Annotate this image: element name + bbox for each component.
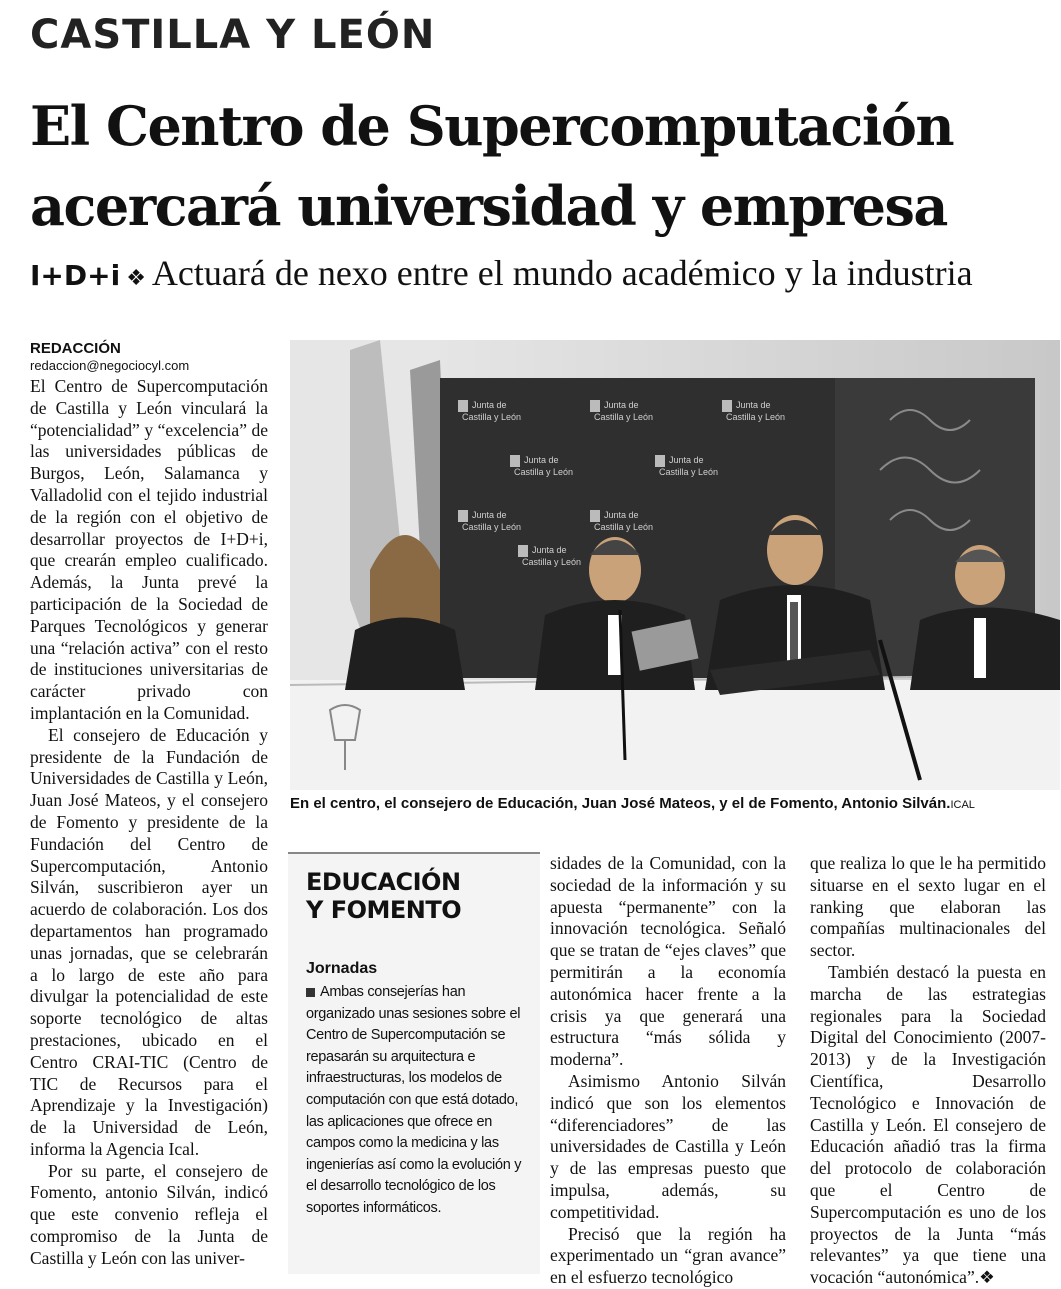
backdrop-label: Castilla y León [522, 557, 582, 567]
sidebar-box [288, 852, 540, 1274]
article-column-3 [550, 853, 786, 1289]
paragraph: También destacó la puesta en marcha de las estrategias regionales para la Sociedad Digital del Conocimiento (2007-2013) y de la Investigación Científica, Desarrollo Tecnológico e Innovación de Castilla y León. El consejero de Educación añadió tras la firma del protocolo de colaboración que el Centro de Supercomputación es uno de los proyectos de la Junta “más relevantes” ya que tiene una vocación “autonómica”.❖ [810, 961, 1046, 1288]
diamond-icon: ❖ [126, 265, 146, 290]
sidebar-heading-line: Y FOMENTO [306, 896, 462, 924]
backdrop-label: Castilla y León [726, 412, 786, 422]
paragraph: que realiza lo que le ha permitido situarse en el sexto lugar en el ranking que elaboran las compañías multinacionales del sector. [810, 853, 1046, 961]
paragraph: sidades de la Comunidad, con la sociedad de la información y su apuesta “permanente” con la innovación tecnológica. Señaló que se tratan de “ejes claves” que permitirán a la economía autonómica hacer frente a la crisis ya que generará una estructura “más sólida y moderna”. [550, 853, 786, 1070]
backdrop-label: Junta de [472, 510, 507, 520]
paragraph: Por su parte, el consejero de Fomento, antonio Silván, indicó que este convenio refleja el compromiso de la Junta de Castilla y León con las univer- [30, 1160, 268, 1268]
section-header: CASTILLA Y LEÓN [30, 12, 436, 58]
backdrop-label: Junta de [669, 455, 704, 465]
backdrop-label: Castilla y León [594, 522, 654, 532]
sidebar-subheading: Jornadas [306, 960, 378, 977]
paragraph: Precisó que la región ha experimentado un “gran avance” en el esfuerzo tecnológico [550, 1223, 786, 1288]
paragraph: El Centro de Supercomputación de Castilla y León vinculará la “potencialidad” y “excelencia” de las universidades públicas de Burgos, León, Salamanca y Valladolid con el tejido industrial de la región con el objetivo de desarrollar proyectos de I+D+i, que crearán empleo cualificado. Además, la Junta prevé la participación de la Sociedad de Parques Tecnológicos y generar una “relación activa” con el resto de instituciones universitarias de carácter privado con implantación en la Comunidad. [30, 376, 268, 723]
backdrop-label: Castilla y León [514, 467, 574, 477]
sidebar-heading-line: EDUCACIÓN [306, 868, 461, 896]
news-photo [290, 340, 1060, 790]
sidebar-text [306, 982, 528, 1220]
article-column-4 [810, 853, 1046, 1289]
paragraph: Asimismo Antonio Silván indicó que son los elementos “diferenciadores” de las universidades de Castilla y León y de las empresas puesto que impulsa, además, su competitividad. [550, 1070, 786, 1222]
article-column-1 [30, 376, 268, 1270]
headline-line: El Centro de Supercomputación [30, 94, 954, 158]
headline [30, 86, 1040, 246]
headline-line: acercará universidad y empresa [30, 174, 947, 238]
backdrop-label: Junta de [604, 510, 639, 520]
caption-text: En el centro, el consejero de Educación, Juan José Mateos, y el de Fomento, Antonio Silván. [290, 795, 951, 812]
paragraph: El consejero de Educación y presidente de la Fundación de Universidades de Castilla y León, Juan José Mateos, y el consejero de Fomento y presidente de la Fundación del Centro de Supercomputación, Antonio Silván, suscribieron ayer un acuerdo de colaboración. Los dos departamentos han programado unas jornadas, que se celebrarán a lo largo de este año para divulgar la potencialidad de este soporte tecnológico de altas prestaciones, ubicado en el Centro CRAI-TIC (Centro de TIC de Recursos para el Aprendizaje y la Investigación) de la Universidad de León, informa la Agencia Ical. [30, 724, 268, 1159]
byline [30, 340, 189, 374]
backdrop-label: Junta de [524, 455, 559, 465]
photo-illustration [290, 340, 1060, 790]
bullet-square-icon [306, 988, 315, 997]
sidebar-heading [306, 868, 526, 924]
backdrop-label: Castilla y León [462, 522, 522, 532]
subtitle [30, 252, 973, 294]
subtitle-tag: I+D+i [30, 259, 121, 292]
backdrop-label: Junta de [532, 545, 567, 555]
backdrop-label: Junta de [604, 400, 639, 410]
byline-email[interactable]: redaccion@negociocyl.com [30, 358, 190, 373]
byline-name: REDACCIÓN [30, 340, 121, 357]
backdrop-label: Castilla y León [594, 412, 654, 422]
backdrop-label: Junta de [736, 400, 771, 410]
photo-credit: ICAL [950, 799, 975, 811]
sidebar-text-body: Ambas consejerías han organizado unas sesiones sobre el Centro de Supercomputación se repasarán su arquitectura e infraestructuras, los modelos de computación con que está dotado, las aplicaciones que ofrece en campos como la medicina y las ingenierías así como la evolución y el desarrollo tecnológico de los soportes informáticos. [306, 984, 522, 1216]
backdrop-label: Castilla y León [462, 412, 522, 422]
backdrop-label: Castilla y León [659, 467, 719, 477]
photo-caption [290, 795, 1060, 812]
subtitle-text: Actuará de nexo entre el mundo académico y la industria [151, 253, 973, 293]
backdrop-label: Junta de [472, 400, 507, 410]
